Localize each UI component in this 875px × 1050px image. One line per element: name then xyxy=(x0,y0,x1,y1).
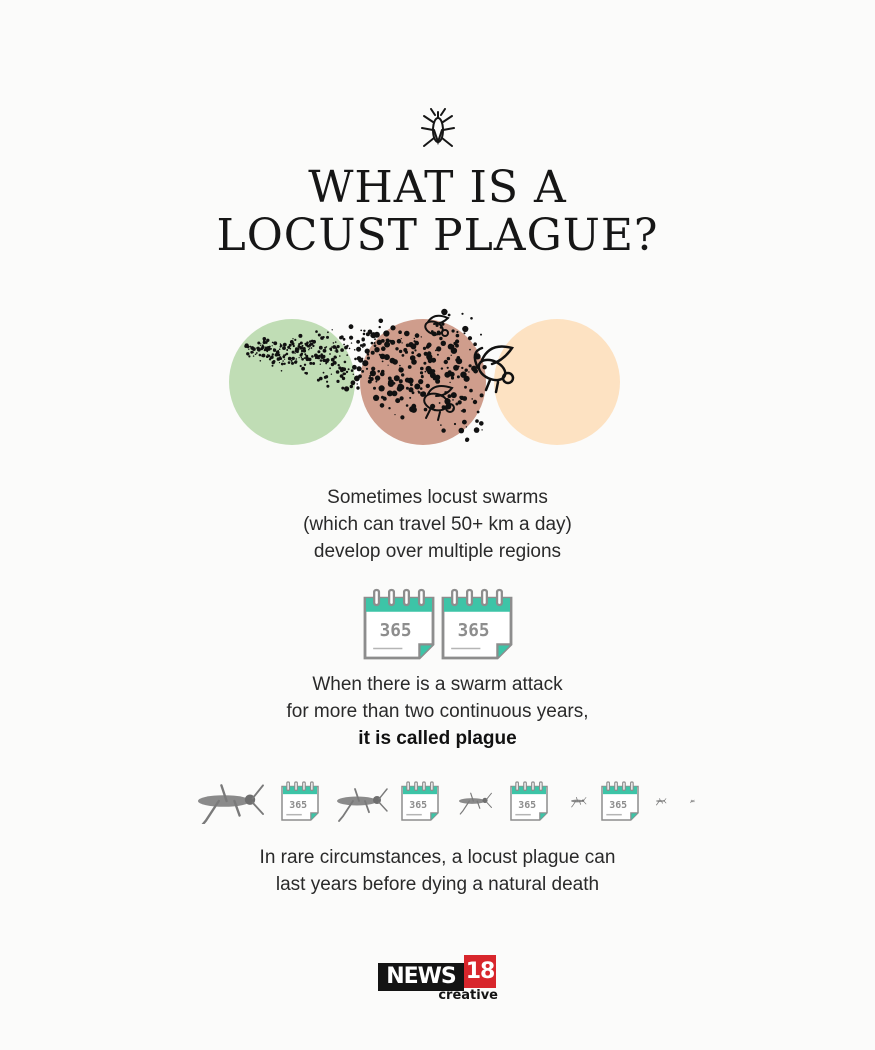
logo-news: NEWS xyxy=(378,963,464,991)
locust-icon xyxy=(656,799,666,805)
paragraph-line: In rare circumstances, a locust plague can xyxy=(259,847,616,868)
swarm-illustration xyxy=(220,290,630,460)
paragraph-line: (which can travel 50+ km a day) xyxy=(303,514,572,535)
paragraph-line: last years before dying a natural death xyxy=(275,874,600,895)
paragraph-swarms xyxy=(0,484,875,565)
paragraph-line: Sometimes locust swarms xyxy=(327,487,548,508)
paragraph-line: develop over multiple regions xyxy=(313,541,562,562)
page-title-line-2: LOCUST PLAGUE? xyxy=(216,210,659,261)
locust-icon xyxy=(198,785,263,824)
calendar-label: 365 xyxy=(457,621,490,642)
calendars-365 xyxy=(362,588,514,660)
calendar-365-icon xyxy=(282,782,318,820)
calendar-365-icon xyxy=(402,782,438,820)
paragraph-emphasis: it is called plague xyxy=(358,728,517,749)
locust-icon xyxy=(691,800,695,802)
green-circle xyxy=(229,319,355,445)
paragraph-rare xyxy=(0,844,875,898)
paragraph-line: for more than two continuous years, xyxy=(286,701,589,722)
paragraph-line: When there is a swarm attack xyxy=(312,674,563,695)
locust-icon xyxy=(459,793,492,814)
calendar-label: 365 xyxy=(518,799,537,811)
calendar-365-icon xyxy=(365,590,433,658)
calendar-365-icon xyxy=(443,590,511,658)
logo-number: 18 xyxy=(464,955,496,988)
page-title-line-1: WHAT IS A xyxy=(308,162,567,213)
logo-creative: creative xyxy=(438,988,498,1003)
calendar-label: 365 xyxy=(379,621,412,642)
calendar-label: 365 xyxy=(289,799,308,811)
peach-circle xyxy=(494,319,620,445)
locust-icon xyxy=(571,797,586,807)
calendar-label: 365 xyxy=(409,799,428,811)
locust-icon xyxy=(419,108,457,150)
calendar-365-icon xyxy=(511,782,547,820)
calendar-365-icon xyxy=(602,782,638,820)
paragraph-definition xyxy=(0,671,875,752)
locust-icon xyxy=(337,789,387,821)
calendar-label: 365 xyxy=(609,799,628,811)
news18-creative-logo xyxy=(376,954,500,1006)
plague-timeline xyxy=(190,778,700,824)
